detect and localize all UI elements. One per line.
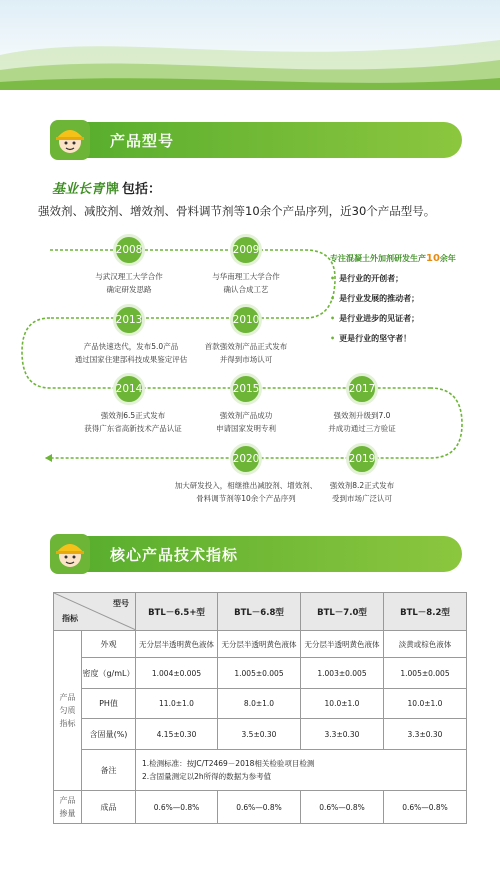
timeline-year-badge: 2010 (230, 304, 262, 336)
table-row (54, 791, 467, 824)
timeline-desc: 与武汉理工大学合作 确定研发思路 (95, 272, 163, 294)
timeline-desc: 首款强效剂产品正式发布 并得到市场认可 (204, 342, 288, 364)
table-cell: 无分层半透明黄色液体 (218, 631, 301, 658)
table-row (54, 719, 467, 750)
timeline-desc: 加大研发投入，相继推出减胶剂、增效剂、 骨料调节剂等10余个产品序列 (174, 481, 318, 503)
row-label: PH值 (82, 689, 136, 719)
table-cell: 无分层半透明黄色液体 (136, 631, 218, 658)
table-row-notes (54, 750, 467, 791)
table-cell: 8.0±1.0 (218, 689, 301, 719)
table-cell: 1.005±0.005 (218, 658, 301, 689)
row-label: 密度（g/mL） (82, 658, 136, 689)
timeline-desc: 产品快速迭代，发布5.0产品 通过国家住建部科技成果鉴定评估 (74, 342, 188, 364)
advantage-item: • 是行业发展的推动者； (330, 289, 490, 309)
timeline-desc: 强效剂升级到7.0 并成功通过三方验证 (328, 411, 396, 433)
row-label: 备注 (82, 750, 136, 791)
brand-line (52, 178, 161, 197)
timeline-year-badge: 2013 (113, 304, 145, 336)
timeline-year-badge: 2017 (346, 373, 378, 405)
advantage-item: • 是行业的开创者； (330, 269, 490, 289)
table-cell: 3.3±0.30 (384, 719, 467, 750)
intro-text: 强效剂、减胶剂、增效剂、骨料调节剂等10余个产品序列，近30个产品型号。 (38, 204, 436, 218)
table-cell: 1.004±0.005 (136, 658, 218, 689)
corner-label-index: 指标 (62, 614, 78, 623)
brand-include-label: 包括： (122, 182, 162, 197)
table-cell: 4.15±0.30 (136, 719, 218, 750)
table-cell: 10.0±1.0 (301, 689, 384, 719)
timeline-desc: 与华南理工大学合作 确认合成工艺 (212, 272, 280, 294)
model-header: BTL－8.2型 (384, 593, 467, 631)
worker-mascot-icon (48, 532, 92, 576)
model-header: BTL－7.0型 (301, 593, 384, 631)
advantage-item: • 更是行业的坚守者！ (330, 329, 490, 349)
advantages-panel (330, 253, 490, 349)
row-label: 含固量(%) (82, 719, 136, 750)
table-row (54, 658, 467, 689)
timeline-year-badge: 2009 (230, 234, 262, 266)
table-corner-cell (54, 593, 136, 631)
timeline-year-badge: 2020 (230, 443, 262, 475)
table-row (54, 631, 467, 658)
table-row (54, 689, 467, 719)
section-header-product-models (48, 122, 462, 158)
notes-cell: 1.检测标准：按JC/T2469－2018相关检验项目检测 2.含固量测定以2h所得的数据为参考值 (136, 750, 467, 791)
section-title: 产品型号 (110, 132, 175, 150)
top-decor-band (0, 0, 500, 90)
worker-mascot-icon (48, 118, 92, 162)
brand-logo: 基业长青 (52, 182, 105, 197)
corner-label-model: 型号 (113, 599, 129, 608)
timeline-desc: 强效剂产品成功 申请国家发明专利 (216, 411, 276, 433)
table-cell: 11.0±1.0 (136, 689, 218, 719)
table-cell: 淡黄或棕色液体 (384, 631, 467, 658)
timeline-desc: 强效剂8.2正式发布 受到市场广泛认可 (329, 481, 395, 503)
table-cell: 0.6%—0.8% (384, 791, 467, 824)
group-label-dosage: 产品 掺量 (54, 791, 82, 824)
table-cell: 3.3±0.30 (301, 719, 384, 750)
spec-table (53, 592, 467, 824)
table-cell: 0.6%—0.8% (218, 791, 301, 824)
timeline-year-badge: 2019 (346, 443, 378, 475)
table-cell: 无分层半透明黄色液体 (301, 631, 384, 658)
timeline-year-badge: 2008 (113, 234, 145, 266)
model-header: BTL－6.5+型 (136, 593, 218, 631)
row-label: 外观 (82, 631, 136, 658)
table-cell: 1.005±0.005 (384, 658, 467, 689)
section-title: 核心产品技术指标 (110, 546, 239, 564)
timeline-year-badge: 2014 (113, 373, 145, 405)
table-cell: 1.003±0.005 (301, 658, 384, 689)
timeline-year-badge: 2015 (230, 373, 262, 405)
table-header-row (54, 593, 467, 631)
row-label: 成品 (82, 791, 136, 824)
table-cell: 3.5±0.30 (218, 719, 301, 750)
section-header-core-specs (48, 536, 462, 572)
model-header: BTL－6.8型 (218, 593, 301, 631)
table-cell: 0.6%—0.8% (301, 791, 384, 824)
brand-pai: 牌 (106, 182, 120, 197)
table-cell: 10.0±1.0 (384, 689, 467, 719)
timeline-desc: 强效剂6.5正式发布 获得广东省高新技术产品认证 (84, 411, 182, 433)
advantage-item: • 是行业进步的见证者； (330, 309, 490, 329)
group-label-uniformity: 产品 匀质 指标 (54, 631, 82, 791)
table-cell: 0.6%—0.8% (136, 791, 218, 824)
advantages-heading: 专注混凝土外加剂研发生产10余年 (330, 253, 456, 264)
